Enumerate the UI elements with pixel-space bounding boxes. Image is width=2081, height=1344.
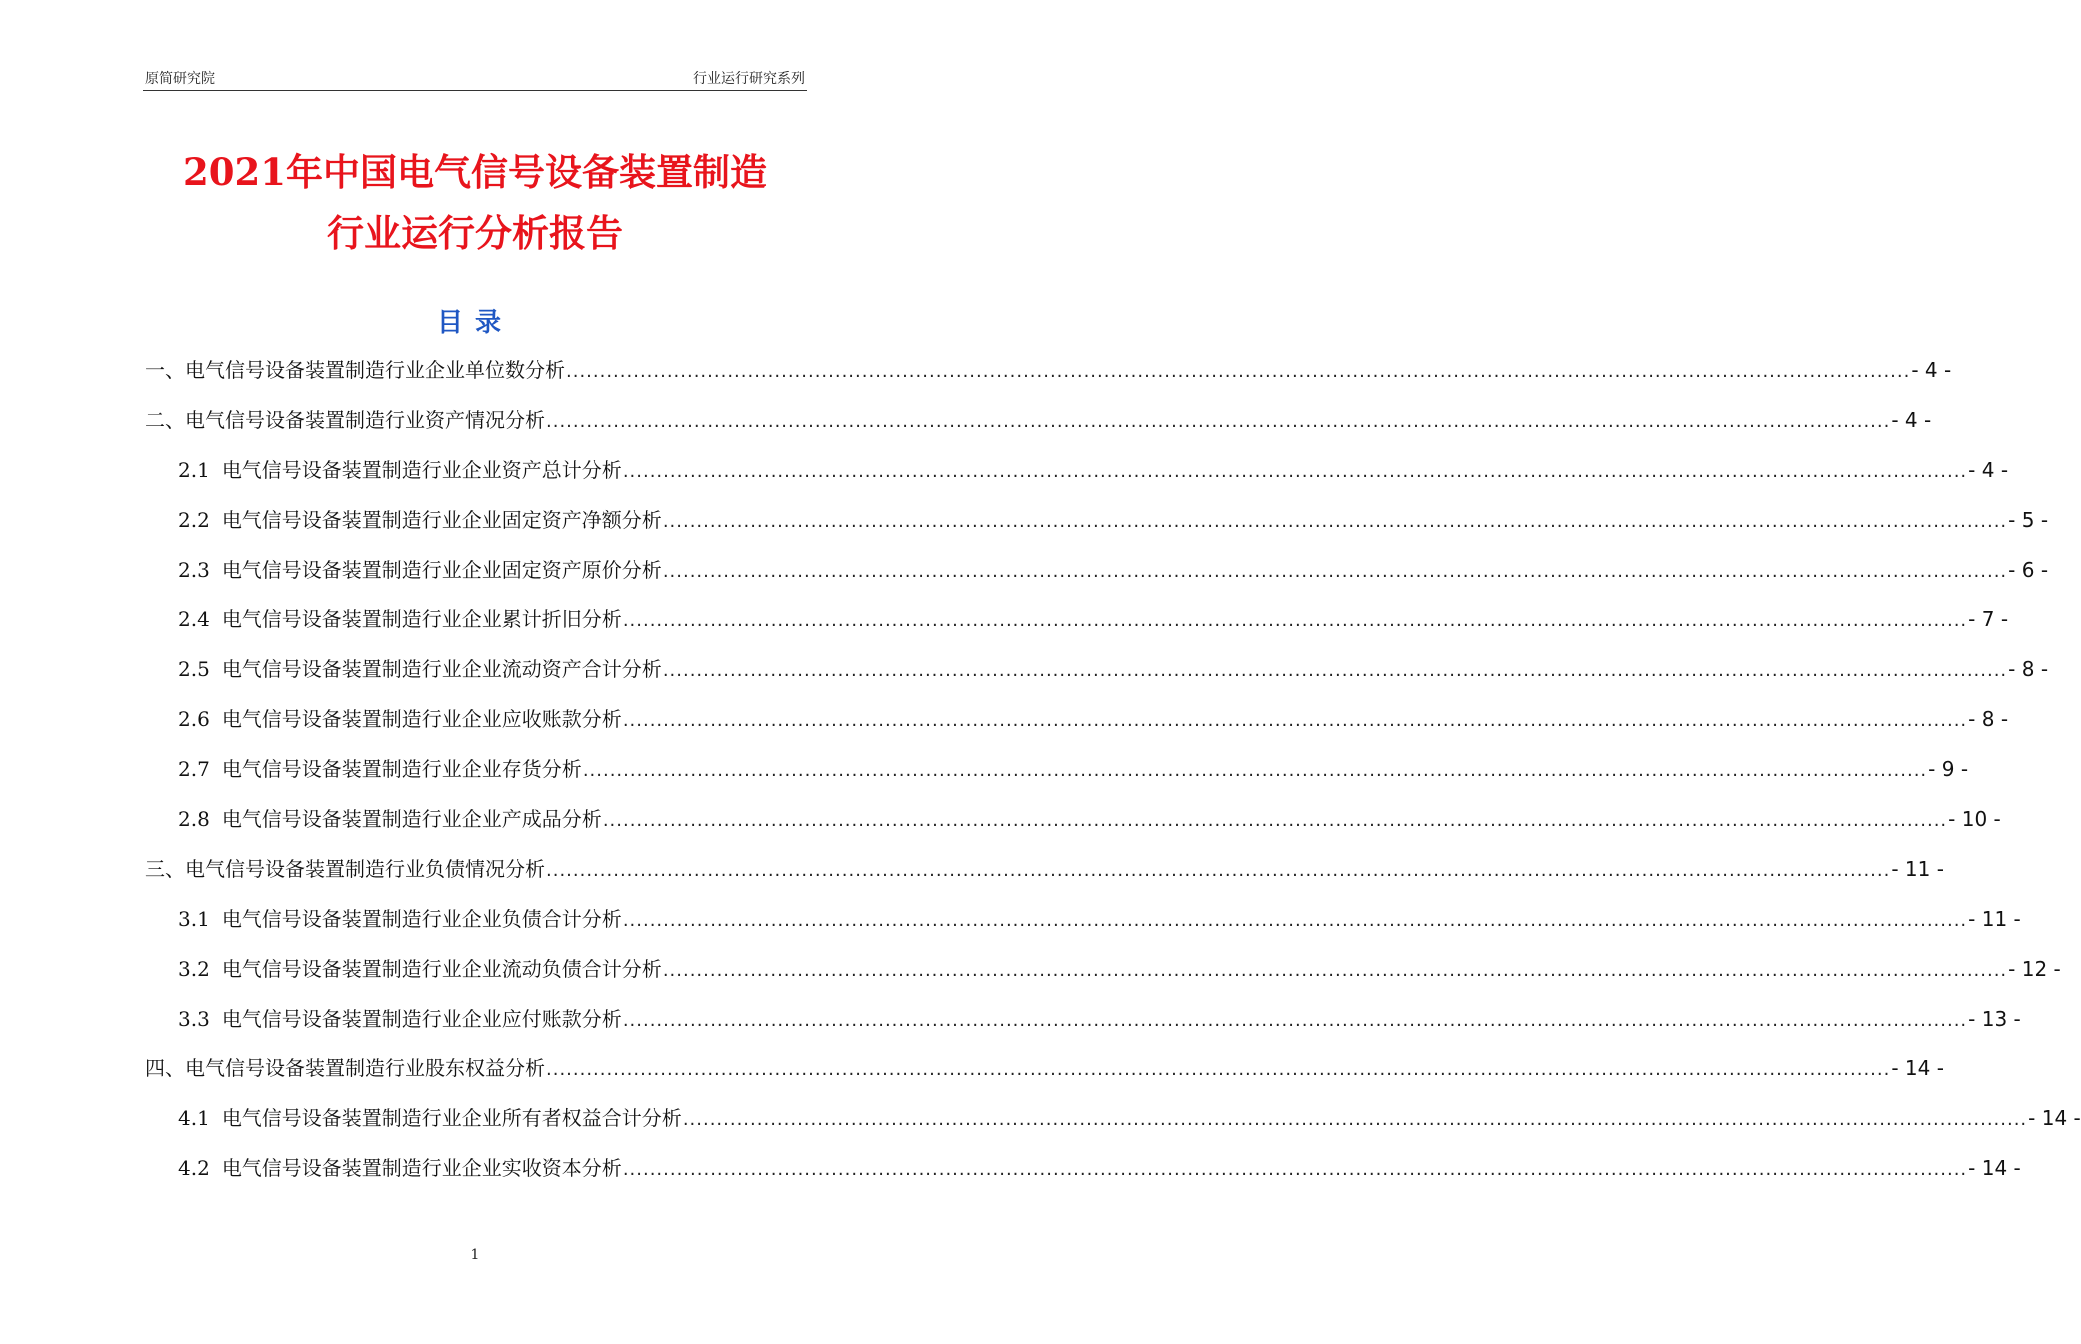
toc-entry-number: 3.1	[178, 906, 210, 931]
toc-leader-dots: ........................................................................................................................................................................................................	[602, 810, 1948, 832]
toc-entry-page: - 5 -	[2008, 507, 2049, 532]
toc-leader-dots: ........................................................................................................................................................................................................	[682, 1109, 2028, 1131]
toc-entry-text: 一、电气信号设备装置制造行业企业单位数分析	[145, 358, 565, 382]
toc-entry-number: 2.8	[178, 807, 210, 832]
toc-entry-page: - 14 -	[2028, 1106, 2081, 1131]
toc-entry-text: 电气信号设备装置制造行业企业流动负债合计分析	[221, 956, 662, 981]
toc-entry-text: 二、电气信号设备装置制造行业资产情况分析	[145, 407, 545, 432]
toc-entry-page: - 9 -	[1928, 757, 1969, 782]
toc-entry-text: 电气信号设备装置制造行业企业固定资产原价分析	[221, 557, 662, 582]
toc-entry-page: - 13 -	[1968, 1006, 2021, 1031]
toc-entry[interactable]	[145, 745, 1969, 795]
toc-entry[interactable]	[145, 695, 2009, 745]
toc-heading: 目录	[436, 308, 513, 338]
toc-entry[interactable]	[145, 496, 2049, 546]
toc-entry-number: 4.2	[178, 1156, 210, 1181]
toc-entry-text: 电气信号设备装置制造行业企业资产总计分析	[221, 457, 622, 482]
toc-entry[interactable]	[145, 595, 2009, 645]
toc-entry-page: - 12 -	[2008, 956, 2061, 981]
toc-entry-page: - 14 -	[1891, 1056, 1944, 1081]
toc-entry-number: 2.2	[178, 507, 210, 532]
toc-entry-text: 电气信号设备装置制造行业企业负债合计分析	[221, 906, 622, 931]
toc-entry[interactable]	[145, 1094, 2081, 1144]
report-title-line-2: 行业运行分析报告	[327, 211, 623, 255]
page-header	[143, 64, 807, 91]
toc-entry-text: 四、电气信号设备装置制造行业股东权益分析	[145, 1056, 545, 1081]
toc-entry-text: 三、电气信号设备装置制造行业负债情况分析	[145, 856, 545, 881]
toc-entry[interactable]	[145, 945, 2061, 995]
toc-entry-number: 3.3	[178, 1006, 210, 1031]
toc-entry-text: 电气信号设备装置制造行业企业应收账款分析	[221, 707, 622, 732]
toc-entry[interactable]	[145, 1144, 2021, 1194]
toc-leader-dots: ........................................................................................................................................................................................................	[546, 1059, 1891, 1081]
toc-entry-text: 电气信号设备装置制造行业企业所有者权益合计分析	[221, 1106, 682, 1131]
toc-leader-dots: ........................................................................................................................................................................................................	[622, 1159, 1968, 1181]
header-series-name: 行业运行研究系列	[693, 71, 805, 87]
toc-leader-dots: ........................................................................................................................................................................................................	[622, 710, 1968, 732]
toc-entry-number: 4.1	[178, 1106, 210, 1131]
toc-leader-dots: ........................................................................................................................................................................................................	[622, 610, 1968, 632]
toc-entry-number: 2.4	[178, 607, 210, 632]
toc-entry-text: 电气信号设备装置制造行业企业应付账款分析	[221, 1006, 622, 1031]
toc-entry-number: 2.7	[178, 757, 210, 782]
toc-entry[interactable]	[145, 895, 2021, 945]
toc-entry-page: - 8 -	[2008, 657, 2049, 682]
page-number: 1	[470, 1247, 480, 1263]
toc-entry-page: - 14 -	[1968, 1156, 2021, 1181]
toc-entry[interactable]	[145, 645, 2049, 695]
table-of-contents	[145, 346, 2081, 1194]
toc-entry[interactable]	[145, 446, 2009, 496]
toc-entry-text: 电气信号设备装置制造行业企业固定资产净额分析	[221, 507, 662, 532]
toc-entry-text: 电气信号设备装置制造行业企业存货分析	[221, 757, 582, 782]
toc-leader-dots: ........................................................................................................................................................................................................	[662, 959, 2008, 981]
toc-entry-page: - 11 -	[1968, 906, 2021, 931]
toc-entry-page: - 11 -	[1891, 856, 1944, 881]
toc-entry-page: - 8 -	[1968, 707, 2009, 732]
toc-entry[interactable]	[145, 346, 1952, 396]
toc-leader-dots: ........................................................................................................................................................................................................	[546, 859, 1891, 881]
toc-leader-dots: ........................................................................................................................................................................................................	[622, 1009, 1968, 1031]
toc-entry-page: - 4 -	[1968, 457, 2009, 482]
report-title-line-1: 2021年中国电气信号设备装置制造	[183, 150, 767, 194]
toc-entry-page: - 10 -	[1948, 807, 2001, 832]
toc-entry-text: 电气信号设备装置制造行业企业流动资产合计分析	[221, 657, 662, 682]
toc-entry[interactable]	[145, 995, 2021, 1045]
toc-entry-text: 电气信号设备装置制造行业企业产成品分析	[221, 807, 602, 832]
toc-leader-dots: ........................................................................................................................................................................................................	[546, 410, 1891, 432]
toc-entry[interactable]	[145, 795, 2001, 845]
toc-entry-number: 2.6	[178, 707, 210, 732]
toc-leader-dots: ........................................................................................................................................................................................................	[622, 460, 1968, 482]
toc-entry-number: 2.3	[178, 557, 210, 582]
toc-entry-page: - 6 -	[2008, 557, 2049, 582]
toc-entry-page: - 4 -	[1891, 407, 1932, 432]
toc-entry-text: 电气信号设备装置制造行业企业实收资本分析	[221, 1156, 622, 1181]
toc-entry-number: 2.1	[178, 457, 210, 482]
toc-leader-dots: ........................................................................................................................................................................................................	[662, 560, 2008, 582]
toc-leader-dots: ........................................................................................................................................................................................................	[566, 361, 1911, 382]
toc-leader-dots: ........................................................................................................................................................................................................	[662, 660, 2008, 682]
toc-entry-number: 3.2	[178, 956, 210, 981]
header-org-name: 原简研究院	[145, 71, 215, 87]
toc-leader-dots: ........................................................................................................................................................................................................	[662, 510, 2008, 532]
toc-entry[interactable]	[145, 845, 1944, 895]
toc-entry[interactable]	[145, 1044, 1944, 1094]
toc-entry-page: - 4 -	[1911, 358, 1952, 382]
toc-leader-dots: ........................................................................................................................................................................................................	[582, 760, 1928, 782]
toc-entry[interactable]	[145, 546, 2049, 596]
toc-leader-dots: ........................................................................................................................................................................................................	[622, 909, 1968, 931]
toc-entry-number: 2.5	[178, 657, 210, 682]
toc-entry[interactable]	[145, 396, 1932, 446]
toc-entry-text: 电气信号设备装置制造行业企业累计折旧分析	[221, 607, 622, 632]
toc-entry-page: - 7 -	[1968, 607, 2009, 632]
